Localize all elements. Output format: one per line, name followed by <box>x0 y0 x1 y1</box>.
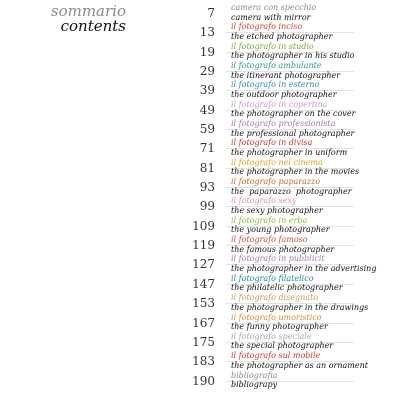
chapter-title-italian: il fotografo nel cinema <box>231 157 323 167</box>
chapter-title-italian: il fotografo in divisa <box>231 138 313 148</box>
chapter-title-english: the photographer in uniform <box>231 147 348 157</box>
chapter-title-italian: il fotografo in studio <box>231 41 314 51</box>
chapter-title-english: the paparazzo photographer <box>231 186 352 196</box>
page-number: 99 <box>199 199 215 214</box>
list-item <box>0 333 408 352</box>
list-item <box>0 159 408 178</box>
page-number: 29 <box>199 64 215 79</box>
page-number: 7 <box>207 6 215 20</box>
chapter-title-italian: il fotografo in erba <box>231 215 308 225</box>
page-number: 175 <box>192 334 215 349</box>
page-number: 19 <box>199 44 215 59</box>
list-item <box>0 62 408 81</box>
page-number: 127 <box>192 257 215 272</box>
page-number: 109 <box>192 218 215 233</box>
list-item <box>0 275 408 294</box>
list-item <box>0 294 408 313</box>
list-item <box>0 314 408 333</box>
chapter-title-english: the etched photographer <box>231 31 333 41</box>
chapter-title-english: bibliograpy <box>231 380 278 390</box>
list-item <box>0 101 408 120</box>
page-number: 49 <box>199 102 215 117</box>
list-item <box>0 178 408 197</box>
chapter-title-english: the sexy photographer <box>231 205 323 215</box>
page-number: 190 <box>192 373 215 388</box>
chapter-title-english: the itinerant photographer <box>231 70 341 80</box>
page-number: 119 <box>192 238 215 253</box>
chapter-title-english: the photographer in the movies <box>231 167 360 177</box>
chapter-title-english: the photographer in the drawings <box>231 302 369 312</box>
chapter-title-english: the photographer in his studio <box>231 51 355 61</box>
list-item <box>0 217 408 236</box>
chapter-title-italian: il fotografo sul mobile <box>231 351 321 361</box>
contents-list <box>0 4 408 391</box>
page-number: 13 <box>199 25 215 40</box>
list-item <box>0 255 408 274</box>
heading-sommario: sommario <box>50 2 126 20</box>
list-item <box>0 372 408 391</box>
page-number: 59 <box>199 122 215 137</box>
heading-contents: contents <box>60 17 126 35</box>
chapter-title-italian: il fotografo in pubblicit <box>231 254 325 264</box>
chapter-title-italian: bibliografia <box>231 370 278 380</box>
chapter-title-english: the photographer on the cover <box>231 109 356 119</box>
chapter-title-english: the funny photographer <box>231 322 328 331</box>
page-number: 93 <box>199 180 215 195</box>
list-item <box>0 236 408 255</box>
chapter-title-italian: il fotografo filatelico <box>231 273 314 283</box>
page-number: 183 <box>192 354 215 369</box>
list-item <box>0 23 408 42</box>
chapter-title-italian: il fotografo speciale <box>231 331 312 341</box>
page-number: 147 <box>192 276 215 291</box>
chapter-title-italian: il fotografo disegnato <box>231 293 319 303</box>
chapter-title-english: the photographer as an ornament <box>231 360 368 370</box>
chapter-title-italian: il fotografo famoso <box>231 235 308 245</box>
page-number: 39 <box>199 83 215 98</box>
page-number: 81 <box>199 160 215 175</box>
list-item <box>0 120 408 139</box>
chapter-title-english: the special photographer <box>231 341 334 351</box>
chapter-title-italian: il fotografo in esterno <box>231 80 320 90</box>
chapter-title-italian: il fotografo paparazzo <box>231 177 321 187</box>
chapter-title-italian: il fotografo professionista <box>231 119 336 129</box>
chapter-title-italian: il fotografo in copertina <box>231 99 328 109</box>
list-item <box>0 4 408 23</box>
page-number: 167 <box>192 315 215 330</box>
chapter-title-english: the professional photographer <box>231 128 355 138</box>
list-item <box>0 197 408 216</box>
chapter-title-italian: il fotografo sexy <box>231 196 297 206</box>
chapter-title-english: the philatelic photographer <box>231 283 343 293</box>
chapter-title-italian: il fotografo ambulante <box>231 61 322 71</box>
list-item <box>0 352 408 371</box>
list-item <box>0 43 408 62</box>
chapter-title-english: camera with mirror <box>231 12 311 22</box>
chapter-title-italian: il fotografo inciso <box>231 22 303 32</box>
chapter-title-english: the famous photographer <box>231 244 335 254</box>
page-number: 71 <box>199 141 215 156</box>
chapter-title-italian: il fotografo umoristico <box>231 312 322 322</box>
chapter-title-english: the young photographer <box>231 225 330 235</box>
page-number: 153 <box>192 296 215 311</box>
chapter-title-italian: camera con specchio <box>231 3 317 12</box>
list-item <box>0 81 408 100</box>
chapter-title-english: the outdoor photographer <box>231 89 337 99</box>
chapter-title-english: the photographer in the advertising <box>231 263 377 273</box>
list-item <box>0 139 408 158</box>
